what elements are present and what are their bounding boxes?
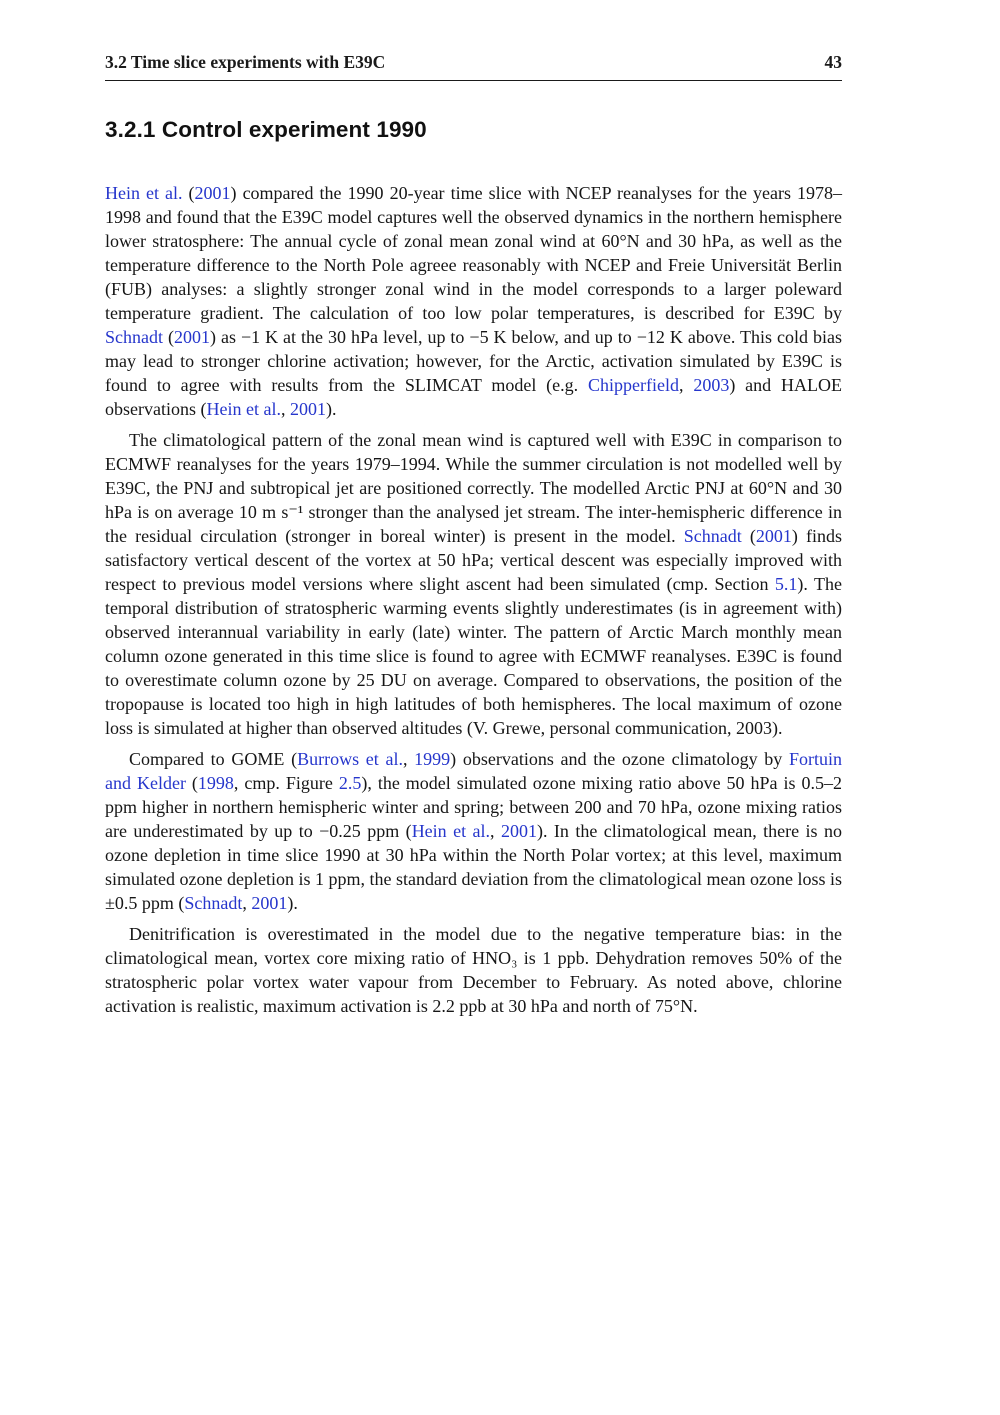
paragraph-4 xyxy=(105,922,842,1018)
citation-link[interactable]: 2001 xyxy=(755,526,792,546)
text-run: , xyxy=(402,749,415,769)
paragraph-3 xyxy=(105,747,842,915)
citation-link[interactable]: Hein et al. xyxy=(105,183,183,203)
citation-link[interactable]: Fortuin and Kelder xyxy=(105,749,843,793)
citation-link[interactable]: Schnadt xyxy=(683,526,742,546)
text-run: ( xyxy=(182,183,195,203)
citation-link[interactable]: 2001 xyxy=(173,327,210,347)
text-run: ( xyxy=(185,773,198,793)
citation-link[interactable]: Burrows et al. xyxy=(297,749,403,769)
text-run: , xyxy=(490,821,501,841)
citation-link[interactable]: 2001 xyxy=(194,183,231,203)
citation-link[interactable]: 1999 xyxy=(414,749,451,769)
text-run: ) finds satisfactory vertical descent of the vortex at 50 hPa; vertical descent was especially improved with respect to previous model versions where slight ascent had been simulated (cmp. Section xyxy=(105,526,843,594)
text-run: ) and HALOE observations ( xyxy=(105,375,842,419)
text-run: ) compared the 1990 20-year time slice with NCEP reanalyses for the years 1978–1998 and found that the E39C model captures well the observed dynamics in the northern hemisphere lower stratosphere: The annual cycle of zonal mean zonal wind at 60°N and 30 hPa, as well as the temperature difference to the North Pole agreee reasonably with NCEP and Freie Universität Berlin (FUB) analyses: a slightly stronger zonal wind in the model corresponds to a larger poleward temperature gradient. The calculation of too low polar temperatures, is described for E39C by xyxy=(105,183,842,323)
text-run: ). In the climatological mean, there is no ozone depletion in time slice 1990 at 30 hPa within the North Polar vortex; at this level, maximum simulated ozone depletion is 1 ppm, the standard deviation from the climatological mean ozone loss is ±0.5 ppm ( xyxy=(105,821,842,913)
header-rule xyxy=(105,80,842,81)
page-number: 43 xyxy=(824,52,842,72)
citation-link[interactable]: 2001 xyxy=(251,893,288,913)
paragraph-1 xyxy=(105,181,842,421)
paragraph-2 xyxy=(105,428,842,740)
citation-link[interactable]: 1998 xyxy=(197,773,234,793)
citation-link[interactable]: Chipperfield xyxy=(588,375,679,395)
citation-link[interactable]: 2001 xyxy=(289,399,326,419)
citation-link[interactable]: 5.1 xyxy=(774,574,798,594)
citation-link[interactable]: Schnadt xyxy=(105,327,163,347)
text-run: ). The temporal distribution of stratospheric warming events slightly underestimates (is in agreement with) observed interannual variability in early (late) winter. The pattern of Arctic March monthly mean column ozone generated in this time slice is found to agree with ECMWF reanalyses. E39C is found to overestimate column ozone by 25 DU on average. Compared to observations, the position of the tropopause is located too high in high latitudes of both hemispheres. The local maximum of ozone loss is simulated at higher than observed altitudes (V. Grewe, personal communication, 2003). xyxy=(105,574,843,738)
text-run: ). xyxy=(325,399,337,419)
page-content xyxy=(105,52,842,1018)
text-run: The climatological pattern of the zonal mean wind is captured well with E39C in comparison to ECMWF reanalyses for the years 1979–1994. While the summer circulation is not modelled well by E39C, the PNJ and subtropical jet are positioned correctly. The modelled Arctic PNJ at 60°N and 30 hPa is on average 10 m s⁻¹ stronger than the analysed jet stream. The inter-hemispheric difference in the residual circulation (stronger in boreal winter) is present in the model. xyxy=(105,430,842,546)
header-section-title: 3.2 Time slice experiments with E39C xyxy=(105,52,386,72)
section-heading: 3.2.1 Control experiment 1990 xyxy=(105,117,427,142)
text-run: Compared to GOME ( xyxy=(129,749,298,769)
text-run: ( xyxy=(741,526,756,546)
citation-link[interactable]: Hein et al. xyxy=(206,399,281,419)
text-run: , xyxy=(242,893,252,913)
citation-link[interactable]: 2001 xyxy=(501,821,537,841)
citation-link[interactable]: Schnadt xyxy=(184,893,243,913)
citation-link[interactable]: Hein et al. xyxy=(411,821,491,841)
citation-link[interactable]: 2.5 xyxy=(338,773,362,793)
citation-link[interactable]: 2003 xyxy=(693,375,730,395)
text-run: ) observations and the ozone climatology by xyxy=(450,749,789,769)
text-run: Denitrification is overestimated in the model due to the negative temperature bias: in the climatological mean, vortex core mixing ratio of HNO₃ is 1 ppb. Dehydration removes 50% of the stratospheric polar vortex water vapour from December to February. As noted above, chlorine activation is realistic, maximum activation is 2.2 ppb at 30 hPa and north of 75°N. xyxy=(105,924,842,1016)
text-run: ( xyxy=(163,327,174,347)
text-run: , xyxy=(679,375,694,395)
body-text xyxy=(105,181,842,1018)
text-run: ), the model simulated ozone mixing ratio above 50 hPa is 0.5–2 ppm higher in northern hemispheric winter and spring; between 200 and 70 hPa, ozone mixing ratios are underestimated by up to −0.25 ppm ( xyxy=(105,773,842,841)
text-run: , xyxy=(280,399,290,419)
text-run: ). xyxy=(287,893,298,913)
text-run: , cmp. Figure xyxy=(233,773,339,793)
running-header xyxy=(105,52,842,73)
text-run: ) as −1 K at the 30 hPa level, up to −5 K below, and up to −12 K above. This cold bias may lead to stronger chlorine activation; however, for the Arctic, activation simulated by E39C is found to agree with results from the SLIMCAT model (e.g. xyxy=(105,327,842,395)
